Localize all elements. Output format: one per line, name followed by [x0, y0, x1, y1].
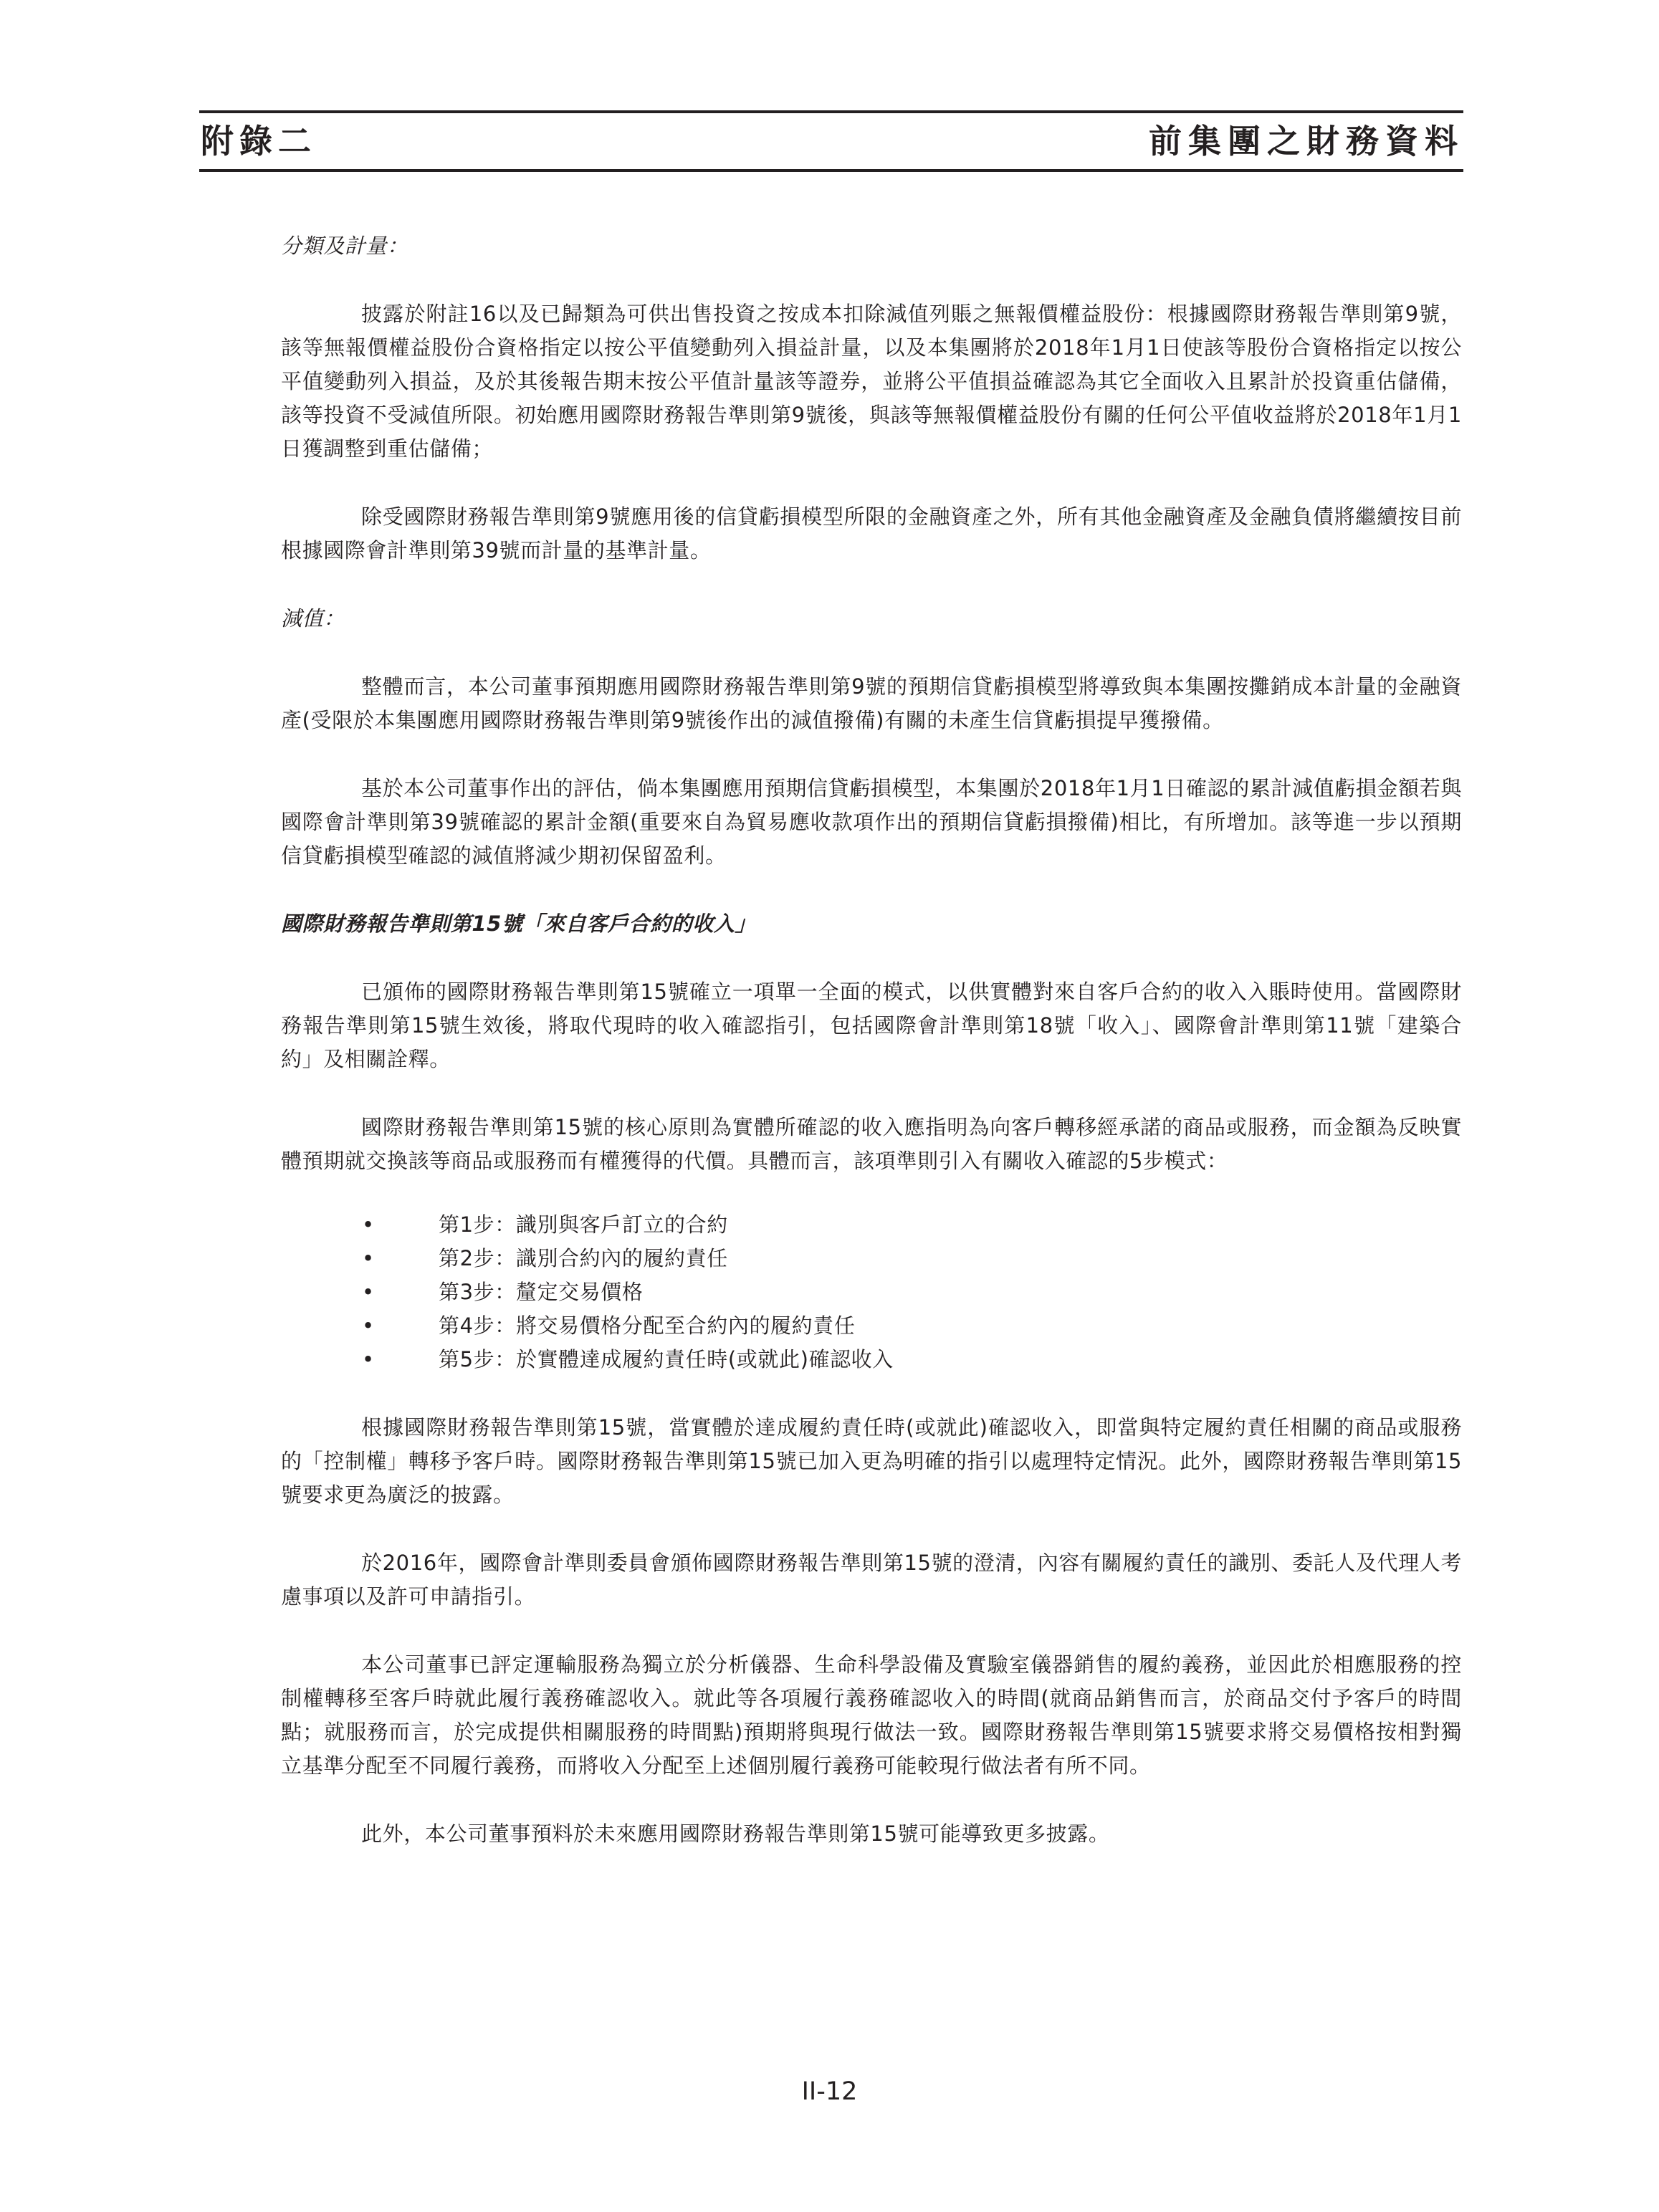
- bullet-icon: •: [362, 1212, 375, 1237]
- list-item: • 第4步：將交易價格分配至合約內的履約責任: [281, 1309, 1462, 1343]
- list-item: • 第1步：識別與客戶訂立的合約: [281, 1208, 1462, 1242]
- ifrs15-heading: 國際財務報告準則第15號「來自客戶合約的收入」: [281, 911, 757, 936]
- classification-heading: 分類及計量：: [281, 234, 408, 258]
- header-top-rule: [199, 110, 1463, 113]
- paragraph-other-financial-assets: 除受國際財務報告準則第9號應用後的信貸虧損模型所限的金融資產之外，所有其他金融資產及金融負債將繼續按目前根據國際會計準則第39號而計量的基準計量。: [281, 504, 1462, 562]
- list-item: • 第5步：於實體達成履約責任時(或就此)確認收入: [281, 1343, 1462, 1376]
- paragraph-impairment-assessment: 基於本公司董事作出的評估，倘本集團應用預期信貸虧損模型，本集團於2018年1月1日確認的累計減值虧損金額若與國際會計準則第39號確認的累計金額(重要來自為貿易應收款項作出的預期信貸虧損撥備)相比，有所增加。該等進一步以預期信貸虧損模型確認的減值將減少期初保留盈利。: [281, 776, 1462, 868]
- section-title: 前集團之財務資料: [1149, 122, 1464, 161]
- bullet-icon: •: [362, 1347, 375, 1371]
- bullet-icon: •: [362, 1246, 375, 1270]
- paragraph-ifrs15-core-principle: 國際財務報告準則第15號的核心原則為實體所確認的收入應指明為向客戶轉移經承諾的商品或服務，而金額為反映實體預期就交換該等商品或服務而有權獲得的代價。具體而言，該項準則引入有關收入確認的5步模式：: [281, 1115, 1462, 1173]
- list-item: • 第3步：釐定交易價格: [281, 1275, 1462, 1309]
- paragraph-ifrs15-intro: 已頒佈的國際財務報告準則第15號確立一項單一全面的模式，以供實體對來自客戶合約的收入入賬時使用。當國際財務報告準則第15號生效後，將取代現時的收入確認指引，包括國際會計準則第18號「收入」、國際會計準則第11號「建築合約」及相關詮釋。: [281, 980, 1462, 1071]
- paragraph-control-transfer: 根據國際財務報告準則第15號，當實體於達成履約責任時(或就此)確認收入，即當與特定履約責任相關的商品或服務的「控制權」轉移予客戶時。國際財務報告準則第15號已加入更為明確的指引以處理特定情況。此外，國際財務報告準則第15號要求更為廣泛的披露。: [281, 1415, 1462, 1507]
- page-number: II-12: [801, 2077, 858, 2106]
- paragraph-2016-clarification: 於2016年，國際會計準則委員會頒佈國際財務報告準則第15號的澄清，內容有關履約責任的識別、委託人及代理人考慮事項以及許可申請指引。: [281, 1551, 1462, 1609]
- document-body: [281, 229, 1462, 1851]
- paragraph-unquoted-equity: 披露於附註16以及已歸類為可供出售投資之按成本扣除減值列賬之無報價權益股份：根據國際財務報告準則第9號，該等無報價權益股份合資格指定以按公平值變動列入損益計量，以及本集團將於2018年1月1日使該等股份合資格指定以按公平值變動列入損益，及於其後報告期末按公平值計量該等證券，並將公平值損益確認為其它全面收入且累計於投資重估儲備，該等投資不受減值所限。初始應用國際財務報告準則第9號後，與該等無報價權益股份有關的任何公平值收益將於2018年1月1日獲調整到重估儲備；: [281, 302, 1462, 461]
- paragraph-performance-obligations: 本公司董事已評定運輸服務為獨立於分析儀器、生命科學設備及實驗室儀器銷售的履約義務，並因此於相應服務的控制權轉移至客戶時就此履行義務確認收入。就此等各項履行義務確認收入的時間(就商品銷售而言，於商品交付予客戶的時間點；就服務而言，於完成提供相關服務的時間點)預期將與現行做法一致。國際財務報告準則第15號要求將交易價格按相對獨立基準分配至不同履行義務，而將收入分配至上述個別履行義務可能較現行做法者有所不同。: [281, 1652, 1462, 1778]
- paragraph-more-disclosures: 此外，本公司董事預料於未來應用國際財務報告準則第15號可能導致更多披露。: [361, 1821, 1110, 1846]
- appendix-title: 附錄二: [201, 122, 317, 161]
- bullet-icon: •: [362, 1313, 375, 1338]
- five-step-list: [281, 1208, 1462, 1376]
- list-item: • 第2步：識別合約內的履約責任: [281, 1242, 1462, 1275]
- header-bottom-rule: [199, 169, 1463, 172]
- impairment-heading: 減值：: [281, 606, 345, 631]
- bullet-icon: •: [362, 1280, 375, 1304]
- paragraph-expected-credit-loss: 整體而言，本公司董事預期應用國際財務報告準則第9號的預期信貸虧損模型將導致與本集團按攤銷成本計量的金融資產(受限於本集團應用國際財務報告準則第9號後作出的減值撥備)有關的未產生信貸虧損提早獲撥備。: [281, 674, 1462, 732]
